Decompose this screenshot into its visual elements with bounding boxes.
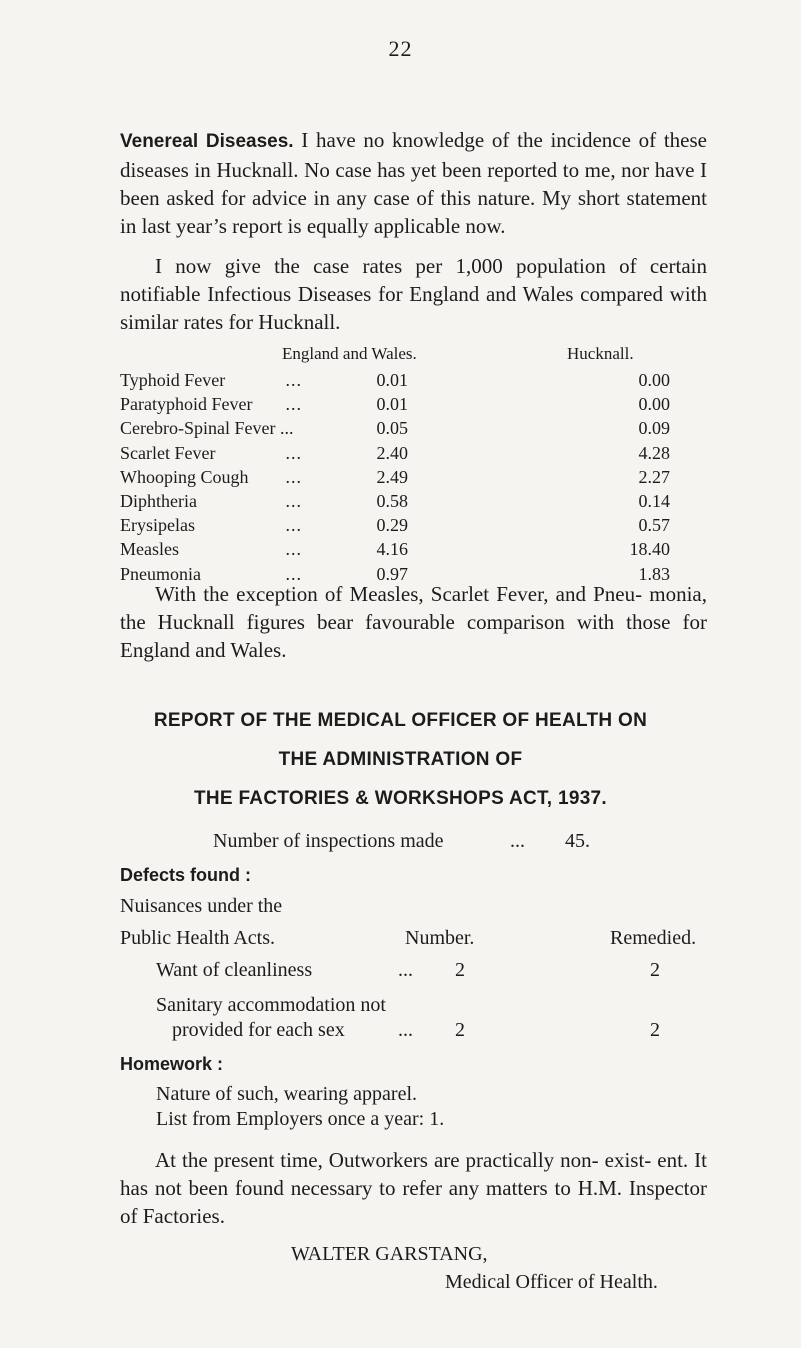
rate-hucknall: 2.27 — [638, 466, 670, 487]
disease-name: Paratyphoid Fever — [120, 394, 253, 415]
rate-england-wales: 2.49 — [376, 466, 408, 487]
case-rate-row — [120, 491, 710, 515]
rate-hucknall: 0.00 — [638, 394, 670, 415]
sanitary-dots: ... — [398, 1019, 413, 1041]
disease-name: Scarlet Fever — [120, 442, 216, 463]
inspections-dots: ... — [510, 830, 525, 852]
rate-hucknall: 0.14 — [638, 490, 670, 511]
leader-dots: ... — [285, 515, 302, 536]
disease-name: Diphtheria — [120, 490, 197, 511]
rate-hucknall: 4.28 — [638, 442, 670, 463]
case-rate-row — [120, 467, 710, 491]
case-rate-row — [120, 394, 710, 418]
case-rates-intro: I now give the case rates per 1,000 population of certain notifiable Infectious Diseases for England and Wales compared with similar rates for Hucknall. — [120, 254, 707, 334]
leader-dots: ... — [285, 370, 302, 390]
cleanliness-remedied: 2 — [650, 959, 660, 981]
sanitary-remedied: 2 — [650, 1019, 660, 1041]
comparison-paragraph: With the exception of Measles, Scarlet Fever, and Pneu- monia, the Hucknall figures bear favourable comparison with those for England and Wales. — [120, 582, 707, 662]
sanitary-label-line1: Sanitary accommodation not — [156, 994, 386, 1016]
venereal-diseases-lead: Venereal Diseases. — [120, 131, 294, 152]
rate-england-wales: 0.29 — [376, 515, 408, 536]
case-rates-header — [120, 344, 710, 370]
rate-england-wales: 0.01 — [376, 370, 408, 390]
case-rates-table — [120, 344, 710, 588]
signature-title: Medical Officer of Health. — [445, 1271, 658, 1293]
public-health-acts-label: Public Health Acts. — [120, 927, 275, 949]
number-column-header: Number. — [405, 927, 475, 949]
homework-line2: List from Employers once a year: 1. — [156, 1108, 445, 1130]
venereal-diseases-paragraph — [120, 126, 707, 240]
outworkers-paragraph: At the present time, Outworkers are practically non- exist- ent. It has not been found necessary to refer any matters to H.M. Inspector of Factories. — [120, 1148, 707, 1228]
disease-name: Typhoid Fever — [120, 370, 226, 390]
leader-dots: ... — [285, 539, 302, 560]
defects-heading: Defects found : — [120, 865, 252, 885]
inspections-value: 45. — [565, 830, 590, 852]
report-heading-line3: THE FACTORIES & WORKSHOPS ACT, 1937. — [193, 788, 608, 809]
rate-hucknall: 0.00 — [638, 370, 670, 390]
report-heading-line2: THE ADMINISTRATION OF — [278, 749, 523, 770]
inspections-label: Number of inspections made — [213, 830, 444, 852]
case-rate-row — [120, 370, 710, 394]
report-heading-line1: REPORT OF THE MEDICAL OFFICER OF HEALTH ON — [153, 710, 648, 731]
rate-hucknall: 1.83 — [638, 563, 670, 584]
disease-name: Measles — [120, 539, 179, 560]
leader-dots: ... — [285, 563, 302, 584]
sanitary-number: 2 — [455, 1019, 465, 1041]
disease-name: Pneumonia — [120, 563, 201, 584]
disease-name: Cerebro-Spinal Fever ... — [120, 418, 294, 439]
rate-hucknall: 0.09 — [638, 418, 670, 439]
rate-hucknall: 18.40 — [629, 539, 670, 560]
cleanliness-dots: ... — [398, 959, 413, 981]
homework-line1: Nature of such, wearing apparel. — [156, 1083, 417, 1105]
leader-dots: ... — [285, 442, 302, 463]
case-rate-row — [120, 443, 710, 467]
leader-dots: ... — [285, 466, 302, 487]
leader-dots: ... — [285, 490, 302, 511]
cleanliness-label: Want of cleanliness — [156, 959, 313, 981]
rate-england-wales: 0.58 — [376, 490, 408, 511]
case-rate-row — [120, 515, 710, 539]
sanitary-label-line2: provided for each sex — [172, 1019, 345, 1041]
rate-england-wales: 0.05 — [376, 418, 408, 439]
disease-name: Erysipelas — [120, 515, 195, 536]
rate-england-wales: 4.16 — [376, 539, 408, 560]
rate-england-wales: 2.40 — [376, 442, 408, 463]
disease-name: Whooping Cough — [120, 466, 249, 487]
header-hucknall: Hucknall. — [567, 344, 634, 363]
case-rate-row — [120, 418, 710, 442]
remedied-column-header: Remedied. — [610, 927, 697, 949]
cleanliness-number: 2 — [455, 959, 465, 981]
leader-dots: ... — [285, 394, 302, 415]
header-england-wales: England and Wales. — [282, 344, 417, 363]
homework-heading: Homework : — [120, 1054, 224, 1074]
venereal-diseases-text: I have no knowledge of the incidence of these diseases in Hucknall. No case has yet been reported to me, nor have I been asked for advice in any case of this nature. My short statement in last year’s report is equally applicable now. — [120, 128, 707, 238]
rate-hucknall: 0.57 — [638, 515, 670, 536]
case-rate-row — [120, 539, 710, 563]
signature-name: WALTER GARSTANG, — [291, 1243, 488, 1265]
case-rates-body — [120, 370, 710, 588]
page-number: 22 — [388, 36, 413, 61]
rate-england-wales: 0.97 — [376, 563, 408, 584]
nuisances-label: Nuisances under the — [120, 895, 283, 917]
rate-england-wales: 0.01 — [376, 394, 408, 415]
